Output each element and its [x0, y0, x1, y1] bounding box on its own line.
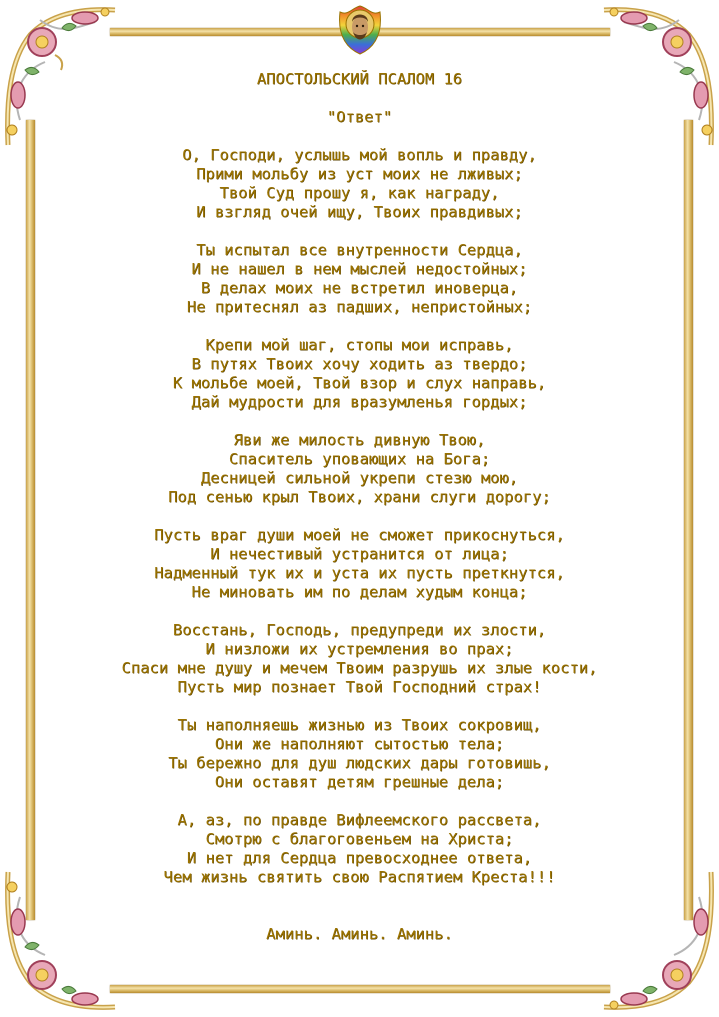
frame-right-bar [684, 120, 693, 920]
stanza [40, 241, 679, 317]
closing-amen: Аминь. Аминь. Аминь. [266, 925, 453, 943]
verse-line: Смотрю с благоговеньем на Христа; [205, 830, 514, 848]
verse-line: Чем жизнь святить свою Распятием Креста!!! [163, 868, 556, 886]
verse-line: Они же наполняют сытостью тела; [214, 735, 505, 753]
verse-line: Твой Суд прошу я, как награду, [219, 184, 500, 202]
verse-line: В путях Твоих хочу ходить аз твердо; [191, 355, 528, 373]
stanza [40, 526, 679, 602]
stanza [40, 716, 679, 792]
verse-line: И низложи их устремления во прах; [205, 640, 514, 658]
psalm-text [40, 70, 679, 944]
verse-line: В делах моих не встретил иноверца, [200, 279, 519, 297]
verse-line: О, Господи, услышь мой вопль и правду, [182, 146, 537, 164]
verse-line: И взгляд очей ищу, Твоих правдивых; [196, 203, 523, 221]
verse-line: Прими мольбу из уст моих не лживых; [196, 165, 523, 183]
verse-line: Ты бережно для душ людских дары готовишь, [168, 754, 551, 772]
verse-line: Надменный тук их и уста их пусть преткнутся, [154, 564, 565, 582]
stanza [40, 336, 679, 412]
verse-line: Восстань, Господь, предупреди их злости, [172, 621, 547, 639]
stanza [40, 431, 679, 507]
verse-line: Дай мудрости для вразумленья гордых; [191, 393, 528, 411]
verse-line: Пусть мир познает Твой Господний страх! [177, 678, 542, 696]
verse-line: И нечестивый устранится от лица; [210, 545, 509, 563]
verse-line: Спаси мне душу и мечем Твоим разрушь их злые кости, [121, 659, 598, 677]
verse-line: К мольбе моей, Твой взор и слух направь, [172, 374, 547, 392]
frame-left-bar [26, 120, 35, 920]
stanza [40, 621, 679, 697]
page-title: АПОСТОЛЬСКИЙ ПСАЛОМ 16 [256, 70, 463, 88]
verse-line: Десницей сильной укрепи стезю мою, [200, 469, 519, 487]
verse-line: Ты наполняешь жизнью из Твоих сокровищ, [177, 716, 542, 734]
verse-line: Яви же милость дивную Твою, [233, 431, 486, 449]
verse-line: Под сенью крыл Твоих, храни слуги дорогу; [168, 488, 551, 506]
christ-icon-emblem [334, 2, 386, 56]
verse-line: Пусть враг души моей не сможет прикоснуться, [154, 526, 565, 544]
stanza [40, 146, 679, 222]
verse-line: Не притеснял аз падших, непристойных; [186, 298, 533, 316]
verse-line: Ты испытал все внутренности Сердца, [196, 241, 523, 259]
verse-line: Спаситель уповающих на Бога; [228, 450, 491, 468]
verse-line: А, аз, по правде Вифлеемского рассвета, [177, 811, 542, 829]
stanza [40, 811, 679, 887]
verse-line: И нет для Сердца превосходнее ответа, [186, 849, 533, 867]
verse-line: Не миновать им по делам худым конца; [191, 583, 528, 601]
verse-line: И не нашел в нем мыслей недостойных; [191, 260, 528, 278]
page-subtitle: "Ответ" [326, 108, 393, 126]
verse-line: Они оставят детям грешные дела; [214, 773, 505, 791]
frame-bottom-bar [110, 985, 610, 993]
verse-line: Крепи мой шаг, стопы мои исправь, [205, 336, 514, 354]
